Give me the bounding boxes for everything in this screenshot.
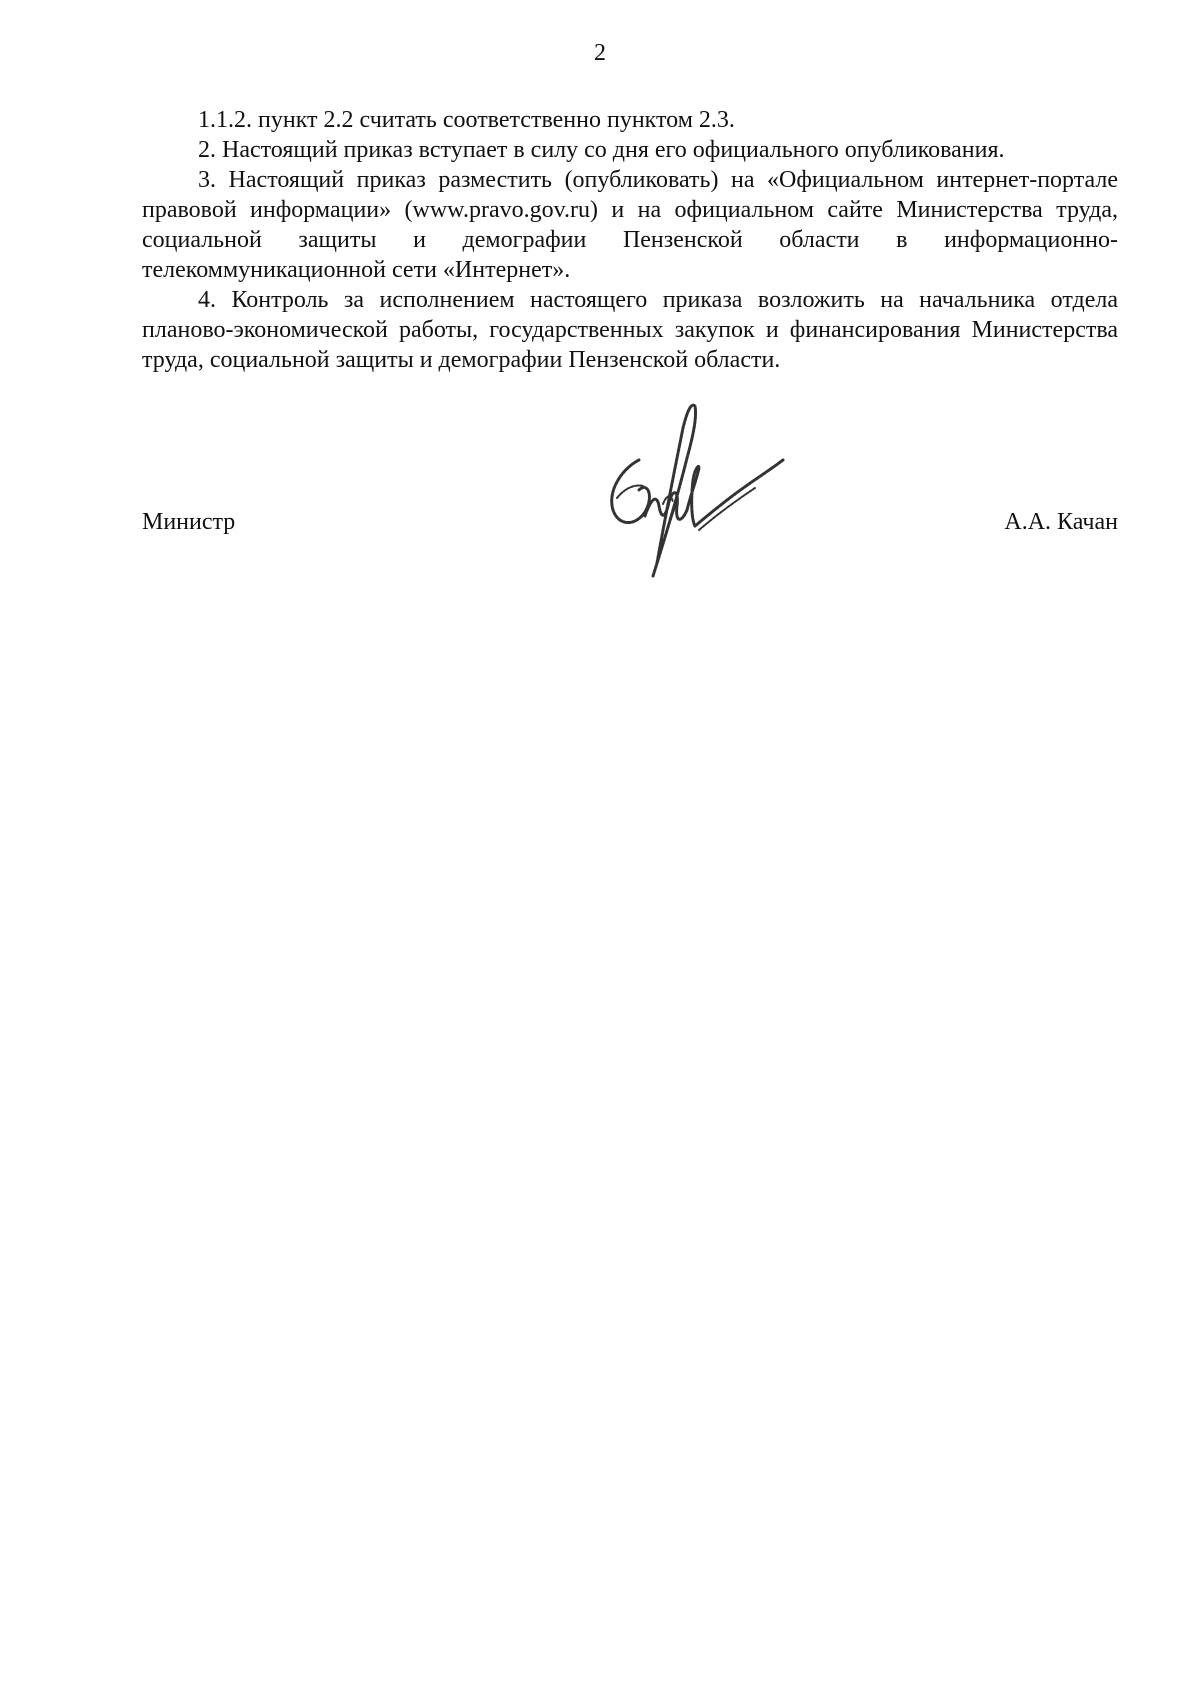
signer-name: А.А. Качан bbox=[1004, 509, 1118, 535]
handwritten-signature bbox=[595, 398, 795, 608]
paragraph-2: 2. Настоящий приказ вступает в силу со дня его официального опубликования. bbox=[198, 137, 1005, 163]
paragraph-1-1-2: 1.1.2. пункт 2.2 считать соответственно пунктом 2.3. bbox=[198, 107, 735, 133]
paragraph-4: 4. Контроль за исполнением настоящего приказа возложить на начальника отдела планово-экономической работы, государственных закупок и финансирования Министерства труда, социальной защиты и демографии Пензенской области. bbox=[142, 287, 1118, 373]
page-number: 2 bbox=[594, 40, 606, 66]
paragraph-3: 3. Настоящий приказ разместить (опубликовать) на «Официальном интернет-портале правовой информации» (www.pravo.gov.ru) и на официальном сайте Министерства труда, социальной защиты и демографии Пензенской области в информационно-телекоммуникационной сети «Интернет». bbox=[142, 167, 1118, 283]
signer-title: Министр bbox=[142, 509, 236, 535]
document-body bbox=[142, 105, 1118, 375]
